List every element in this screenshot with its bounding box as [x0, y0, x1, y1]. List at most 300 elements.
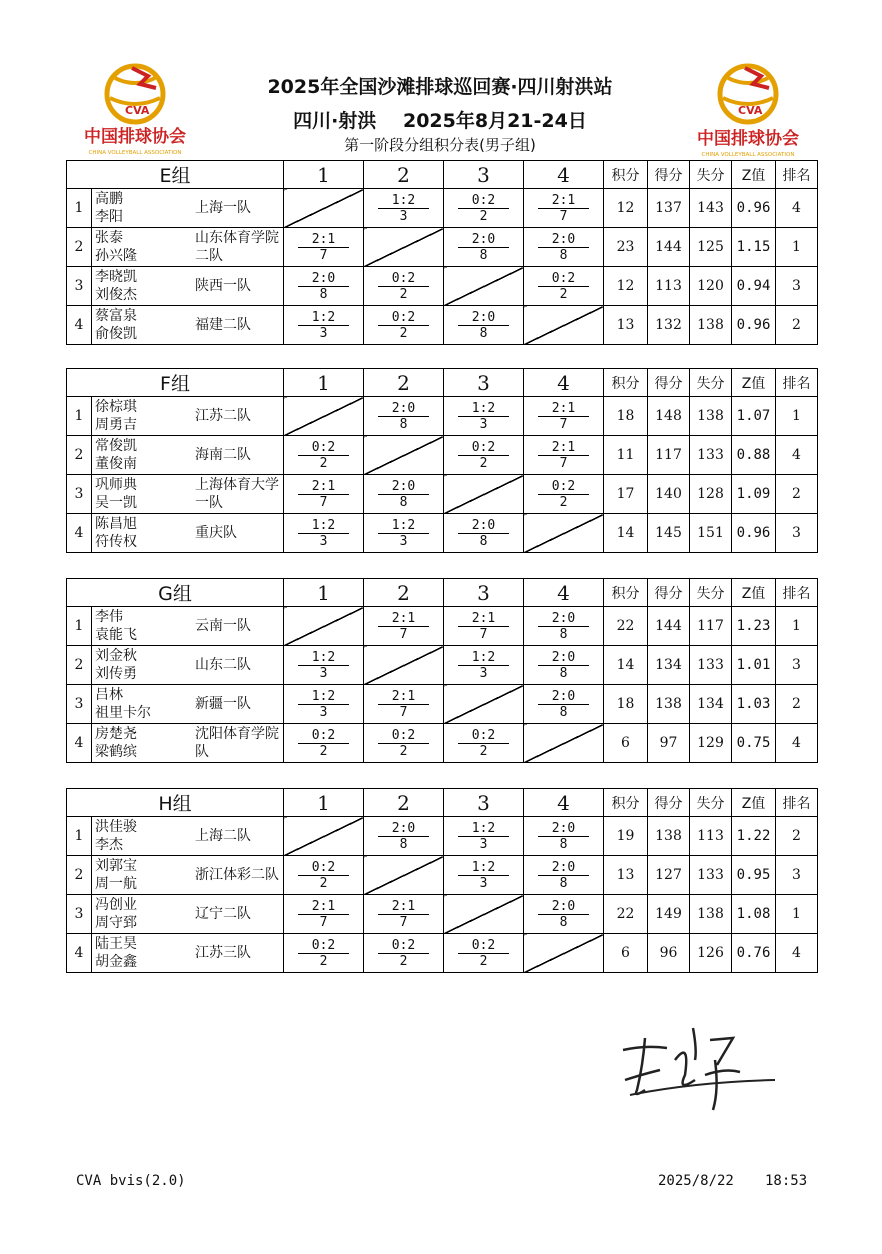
match-result	[284, 514, 364, 553]
match-result	[444, 397, 524, 436]
team-info	[92, 685, 284, 724]
rank: 1	[776, 607, 818, 646]
z-value: 1.23	[732, 607, 776, 646]
player-name: 李伟	[95, 609, 123, 625]
set-score: 2:0	[298, 271, 349, 287]
player-name: 李杰	[95, 837, 123, 853]
points-total: 13	[604, 306, 648, 345]
team-index: 3	[67, 895, 92, 934]
self-match-cell	[364, 228, 444, 267]
group-table	[66, 368, 818, 553]
points-total: 19	[604, 817, 648, 856]
team-index: 3	[67, 267, 92, 306]
points-lost: 151	[690, 514, 732, 553]
opponent-column-header: 3	[444, 789, 524, 817]
set-score: 0:2	[458, 193, 509, 209]
z-value: 0.96	[732, 514, 776, 553]
team-index: 1	[67, 397, 92, 436]
points-lost: 125	[690, 228, 732, 267]
set-score: 1:2	[458, 821, 509, 837]
team-index: 1	[67, 607, 92, 646]
team-index: 4	[67, 934, 92, 973]
points-total: 18	[604, 397, 648, 436]
match-points: 2	[479, 455, 488, 471]
set-score: 2:0	[378, 479, 429, 495]
match-result	[524, 607, 604, 646]
table-row	[67, 895, 818, 934]
set-score: 2:1	[378, 689, 429, 705]
match-points: 3	[399, 533, 408, 549]
match-result	[444, 306, 524, 345]
z-value: 0.76	[732, 934, 776, 973]
table-row	[67, 306, 818, 345]
opponent-column-header: 2	[364, 789, 444, 817]
set-score: 0:2	[538, 479, 589, 495]
cva-logo-icon	[683, 62, 813, 162]
team-name: 陕西一队	[195, 278, 251, 294]
rank: 1	[776, 228, 818, 267]
set-score: 2:0	[538, 860, 589, 876]
match-result	[364, 895, 444, 934]
stat-column-header: 积分	[604, 789, 648, 817]
set-score: 2:1	[378, 611, 429, 627]
match-result	[284, 856, 364, 895]
team-name: 海南二队	[195, 447, 251, 463]
player-name: 袁能飞	[95, 627, 137, 643]
match-points: 3	[319, 325, 328, 341]
match-result	[364, 267, 444, 306]
match-result	[444, 646, 524, 685]
points-total: 14	[604, 646, 648, 685]
match-points: 8	[399, 836, 408, 852]
team-info	[92, 436, 284, 475]
match-result	[524, 895, 604, 934]
match-points: 8	[479, 247, 488, 263]
points-total: 22	[604, 607, 648, 646]
player-name: 常俊凯	[95, 438, 137, 454]
player-name: 祖里卡尔	[95, 705, 151, 721]
player-name: 张泰	[95, 230, 123, 246]
match-result	[284, 306, 364, 345]
team-info	[92, 895, 284, 934]
z-value: 1.15	[732, 228, 776, 267]
group-name: H组	[67, 789, 284, 817]
table-row	[67, 646, 818, 685]
match-points: 8	[319, 286, 328, 302]
points-lost: 128	[690, 475, 732, 514]
match-points: 3	[479, 875, 488, 891]
z-value: 0.94	[732, 267, 776, 306]
team-name: 上海二队	[195, 828, 251, 844]
match-points: 7	[559, 416, 568, 432]
points-lost: 133	[690, 856, 732, 895]
points-lost: 138	[690, 895, 732, 934]
points-scored: 144	[648, 228, 690, 267]
points-scored: 145	[648, 514, 690, 553]
set-score: 1:2	[458, 650, 509, 666]
points-scored: 144	[648, 607, 690, 646]
player-name: 吴一凯	[95, 495, 137, 511]
svg-text:中国排球协会: 中国排球协会	[697, 129, 799, 149]
team-index: 4	[67, 306, 92, 345]
match-points: 8	[559, 914, 568, 930]
svg-text:CVA: CVA	[125, 104, 150, 117]
page-header	[0, 0, 882, 160]
self-match-cell	[364, 436, 444, 475]
self-match-cell	[444, 475, 524, 514]
opponent-column-header: 4	[524, 369, 604, 397]
player-name: 周一航	[95, 876, 137, 892]
match-result	[364, 934, 444, 973]
set-score: 1:2	[298, 650, 349, 666]
set-score: 2:0	[538, 650, 589, 666]
match-points: 3	[479, 416, 488, 432]
match-points: 8	[399, 416, 408, 432]
match-result	[284, 475, 364, 514]
self-match-cell	[444, 895, 524, 934]
match-points: 7	[399, 626, 408, 642]
match-result	[444, 189, 524, 228]
points-scored: 148	[648, 397, 690, 436]
stat-column-header: Z值	[732, 789, 776, 817]
location-date: 四川·射洪 2025年8月21-24日	[293, 110, 587, 132]
svg-text:CHINA VOLLEYBALL ASSOCIATION: CHINA VOLLEYBALL ASSOCIATION	[701, 152, 795, 158]
self-match-cell	[444, 685, 524, 724]
opponent-column-header: 4	[524, 161, 604, 189]
team-info	[92, 267, 284, 306]
points-total: 14	[604, 514, 648, 553]
match-result	[524, 646, 604, 685]
points-total: 6	[604, 724, 648, 763]
team-index: 1	[67, 189, 92, 228]
stat-column-header: 失分	[690, 369, 732, 397]
match-result	[364, 306, 444, 345]
match-result	[284, 895, 364, 934]
set-score: 2:1	[298, 232, 349, 248]
z-value: 1.01	[732, 646, 776, 685]
opponent-column-header: 1	[284, 369, 364, 397]
match-result	[524, 228, 604, 267]
z-value: 0.95	[732, 856, 776, 895]
match-result	[444, 436, 524, 475]
match-points: 2	[479, 208, 488, 224]
match-points: 2	[479, 743, 488, 759]
group-name: G组	[67, 579, 284, 607]
group-table	[66, 788, 818, 973]
points-total: 23	[604, 228, 648, 267]
match-result	[364, 817, 444, 856]
stat-column-header: 排名	[776, 161, 818, 189]
points-lost: 113	[690, 817, 732, 856]
match-points: 2	[479, 953, 488, 969]
points-total: 17	[604, 475, 648, 514]
player-name: 徐棕琪	[95, 399, 137, 415]
self-match-cell	[284, 817, 364, 856]
team-index: 3	[67, 685, 92, 724]
match-result	[444, 514, 524, 553]
points-lost: 117	[690, 607, 732, 646]
page-subtitle: 第一阶段分组积分表(男子组)	[344, 136, 536, 154]
player-name: 高鹏	[95, 191, 123, 207]
table-row	[67, 228, 818, 267]
match-result	[284, 436, 364, 475]
team-info	[92, 228, 284, 267]
rank: 2	[776, 306, 818, 345]
set-score: 2:1	[378, 899, 429, 915]
table-row	[67, 685, 818, 724]
page-title: 2025年全国沙滩排球巡回赛·四川射洪站	[267, 76, 613, 98]
points-lost: 126	[690, 934, 732, 973]
cva-logo-icon	[70, 58, 200, 158]
opponent-column-header: 1	[284, 579, 364, 607]
match-points: 3	[319, 665, 328, 681]
match-points: 7	[319, 247, 328, 263]
team-name: 新疆一队	[195, 696, 251, 712]
self-match-cell	[524, 306, 604, 345]
points-lost: 129	[690, 724, 732, 763]
match-result	[444, 934, 524, 973]
points-lost: 133	[690, 646, 732, 685]
points-lost: 120	[690, 267, 732, 306]
team-index: 2	[67, 646, 92, 685]
match-result	[444, 228, 524, 267]
z-value: 1.03	[732, 685, 776, 724]
rank: 4	[776, 934, 818, 973]
player-name: 孙兴隆	[95, 248, 137, 264]
team-info	[92, 646, 284, 685]
team-name: 江苏二队	[195, 408, 251, 424]
set-score: 1:2	[458, 401, 509, 417]
team-info	[92, 475, 284, 514]
player-name: 俞俊凯	[95, 326, 137, 342]
match-points: 3	[479, 665, 488, 681]
stat-column-header: 积分	[604, 579, 648, 607]
set-score: 2:0	[458, 232, 509, 248]
points-scored: 97	[648, 724, 690, 763]
match-result	[364, 607, 444, 646]
group-table	[66, 160, 818, 345]
group-name: F组	[67, 369, 284, 397]
self-match-cell	[364, 646, 444, 685]
match-points: 3	[319, 704, 328, 720]
player-name: 吕林	[95, 687, 123, 703]
stat-column-header: Z值	[732, 579, 776, 607]
opponent-column-header: 2	[364, 161, 444, 189]
set-score: 1:2	[298, 310, 349, 326]
match-result	[284, 646, 364, 685]
rank: 3	[776, 267, 818, 306]
self-match-cell	[444, 267, 524, 306]
match-points: 2	[399, 325, 408, 341]
team-index: 2	[67, 436, 92, 475]
set-score: 1:2	[298, 518, 349, 534]
set-score: 2:1	[538, 193, 589, 209]
team-name: 上海一队	[195, 200, 251, 216]
match-points: 2	[319, 875, 328, 891]
z-value: 1.09	[732, 475, 776, 514]
set-score: 2:1	[298, 479, 349, 495]
set-score: 0:2	[378, 728, 429, 744]
player-name: 蔡富泉	[95, 308, 137, 324]
rank: 4	[776, 724, 818, 763]
signature-icon	[615, 1020, 790, 1120]
points-scored: 140	[648, 475, 690, 514]
team-name: 浙江体彩二队	[195, 867, 279, 883]
player-name: 刘传勇	[95, 666, 137, 682]
self-match-cell	[284, 189, 364, 228]
self-match-cell	[284, 397, 364, 436]
set-score: 2:1	[538, 401, 589, 417]
table-row	[67, 817, 818, 856]
set-score: 0:2	[378, 271, 429, 287]
match-points: 8	[559, 665, 568, 681]
player-name: 刘俊杰	[95, 287, 137, 303]
match-result	[364, 685, 444, 724]
match-points: 2	[559, 286, 568, 302]
points-lost: 138	[690, 397, 732, 436]
team-name: 辽宁二队	[195, 906, 251, 922]
match-points: 2	[319, 743, 328, 759]
match-points: 7	[479, 626, 488, 642]
match-points: 8	[479, 533, 488, 549]
points-scored: 117	[648, 436, 690, 475]
match-points: 7	[319, 494, 328, 510]
match-points: 2	[319, 953, 328, 969]
table-row	[67, 267, 818, 306]
match-points: 7	[399, 914, 408, 930]
table-row	[67, 607, 818, 646]
player-name: 陆王昊	[95, 936, 137, 952]
team-name: 云南一队	[195, 618, 251, 634]
player-name: 刘金秋	[95, 648, 137, 664]
set-score: 1:2	[458, 860, 509, 876]
match-result	[524, 397, 604, 436]
set-score: 0:2	[298, 938, 349, 954]
set-score: 2:0	[538, 689, 589, 705]
points-scored: 138	[648, 817, 690, 856]
opponent-column-header: 3	[444, 579, 524, 607]
set-score: 2:1	[538, 440, 589, 456]
points-lost: 133	[690, 436, 732, 475]
self-match-cell	[524, 934, 604, 973]
table-row	[67, 189, 818, 228]
match-points: 3	[319, 533, 328, 549]
player-name: 李晓凯	[95, 269, 137, 285]
table-row	[67, 934, 818, 973]
opponent-column-header: 3	[444, 161, 524, 189]
opponent-column-header: 1	[284, 789, 364, 817]
match-points: 2	[319, 455, 328, 471]
z-value: 1.07	[732, 397, 776, 436]
points-total: 22	[604, 895, 648, 934]
match-points: 8	[559, 875, 568, 891]
stat-column-header: 得分	[648, 789, 690, 817]
match-result	[524, 475, 604, 514]
team-index: 3	[67, 475, 92, 514]
player-name: 陈昌旭	[95, 516, 137, 532]
match-result	[284, 934, 364, 973]
team-info	[92, 607, 284, 646]
stat-column-header: Z值	[732, 369, 776, 397]
z-value: 1.22	[732, 817, 776, 856]
self-match-cell	[524, 724, 604, 763]
team-name: 福建二队	[195, 317, 251, 333]
svg-text:中国排球协会: 中国排球协会	[84, 127, 186, 147]
table-row	[67, 514, 818, 553]
self-match-cell	[364, 856, 444, 895]
points-total: 12	[604, 267, 648, 306]
match-result	[524, 817, 604, 856]
stat-column-header: 排名	[776, 369, 818, 397]
z-value: 1.08	[732, 895, 776, 934]
team-name: 上海体育大学一队	[195, 477, 279, 511]
stat-column-header: 失分	[690, 579, 732, 607]
points-lost: 143	[690, 189, 732, 228]
team-name: 山东体育学院二队	[195, 230, 279, 264]
points-scored: 132	[648, 306, 690, 345]
player-name: 洪佳骏	[95, 819, 137, 835]
match-result	[284, 724, 364, 763]
match-points: 2	[559, 494, 568, 510]
match-points: 8	[559, 836, 568, 852]
print-time: 18:53	[765, 1173, 808, 1189]
z-value: 0.96	[732, 306, 776, 345]
team-name: 山东二队	[195, 657, 251, 673]
z-value: 0.75	[732, 724, 776, 763]
set-score: 2:0	[378, 401, 429, 417]
team-info	[92, 514, 284, 553]
player-name: 周守郅	[95, 915, 137, 931]
match-points: 8	[479, 325, 488, 341]
svg-text:CHINA VOLLEYBALL ASSOCIATION: CHINA VOLLEYBALL ASSOCIATION	[88, 150, 182, 156]
match-result	[444, 817, 524, 856]
player-name: 周勇吉	[95, 417, 137, 433]
opponent-column-header: 2	[364, 579, 444, 607]
stat-column-header: 失分	[690, 789, 732, 817]
match-points: 8	[559, 704, 568, 720]
table-row	[67, 397, 818, 436]
points-scored: 138	[648, 685, 690, 724]
match-points: 8	[559, 626, 568, 642]
player-name: 李阳	[95, 209, 123, 225]
match-result	[524, 856, 604, 895]
points-lost: 138	[690, 306, 732, 345]
opponent-column-header: 4	[524, 789, 604, 817]
table-row	[67, 724, 818, 763]
software-version: CVA bvis(2.0)	[76, 1173, 186, 1189]
player-name: 胡金鑫	[95, 954, 137, 970]
table-row	[67, 475, 818, 514]
points-total: 12	[604, 189, 648, 228]
opponent-column-header: 3	[444, 369, 524, 397]
stat-column-header: 得分	[648, 369, 690, 397]
team-name: 江苏三队	[195, 945, 251, 961]
stat-column-header: 积分	[604, 161, 648, 189]
points-scored: 137	[648, 189, 690, 228]
points-total: 6	[604, 934, 648, 973]
match-points: 2	[399, 953, 408, 969]
match-points: 2	[399, 286, 408, 302]
match-result	[524, 267, 604, 306]
team-info	[92, 189, 284, 228]
match-result	[364, 189, 444, 228]
rank: 3	[776, 856, 818, 895]
team-index: 1	[67, 817, 92, 856]
opponent-column-header: 2	[364, 369, 444, 397]
table-row	[67, 436, 818, 475]
match-result	[524, 436, 604, 475]
match-points: 2	[399, 743, 408, 759]
